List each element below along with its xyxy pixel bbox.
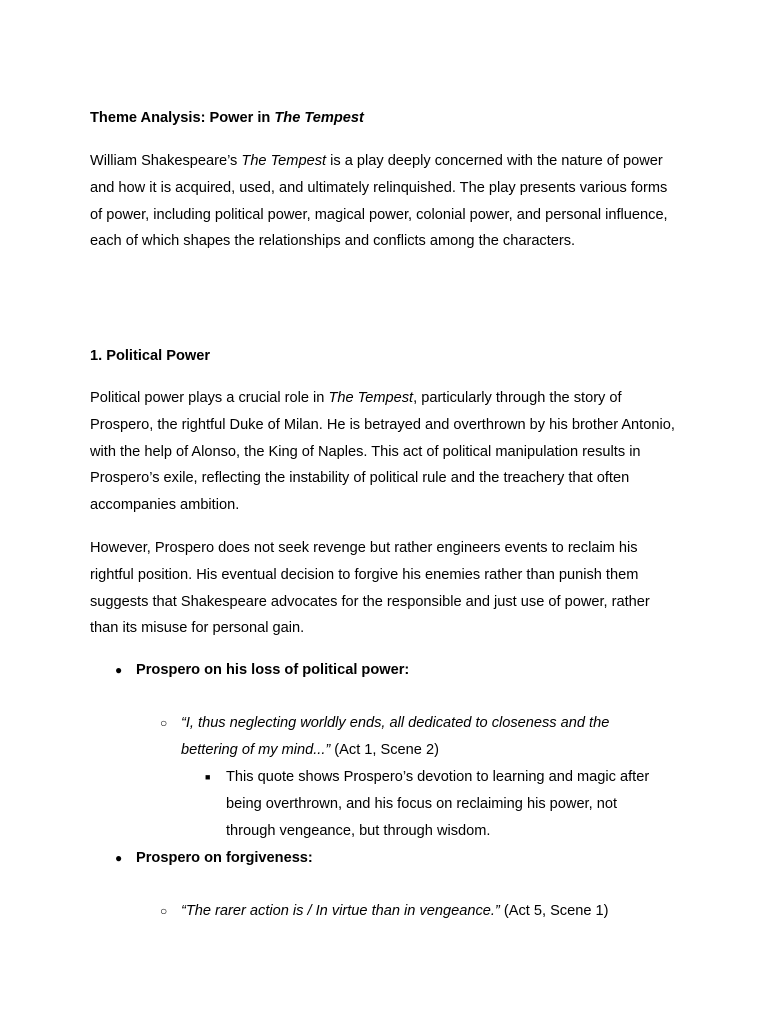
intro-text-italic: The Tempest <box>241 153 327 169</box>
list-item <box>90 898 680 925</box>
note-text: This quote shows Prospero’s devotion to learning and magic after being overthrown, and his focus on reclaiming his power, not through vengeance, but through wisdom. <box>226 769 650 839</box>
square-bullet-icon: ■ <box>205 772 211 782</box>
political-text-c: , particularly through the story of Prospero, the rightful Duke of Milan. He is betrayed and overthrown by his brother Antonio, with the help of Alonso, the King of Naples. This act of political manipulation results in Prospero’s exile, reflecting the instability of political rule and the treachery that often accompanies ambition. <box>90 390 675 514</box>
intro-text-c: is a play deeply concerned with the nature of power and how it is acquired, used, and ultimately relinquished. The play presents various forms of power, including political power, magical power, colonial power, and personal influence, each of which shapes the relationships and conflicts among the characters. <box>90 153 668 250</box>
list-item <box>90 764 680 845</box>
quote-citation: (Act 1, Scene 2) <box>330 741 439 758</box>
list-item <box>90 657 680 684</box>
political-text-italic: The Tempest <box>328 390 414 406</box>
list-item <box>90 845 680 872</box>
title-prefix: Theme Analysis: Power in <box>90 110 275 126</box>
title-italic: The Tempest <box>274 110 364 126</box>
intro-text-a: William Shakespeare’s <box>90 153 242 169</box>
bullet-text: Prospero on forgiveness: <box>136 850 313 866</box>
hollow-bullet-icon: ○ <box>160 904 168 918</box>
intro-paragraph <box>90 148 680 255</box>
bullet-text: Prospero on his loss of political power: <box>136 662 410 678</box>
filled-bullet-icon: ● <box>115 663 123 677</box>
quote-citation: (Act 5, Scene 1) <box>499 903 609 919</box>
quote-text <box>181 898 651 925</box>
quote-italic: “I, thus neglecting worldly ends, all dedicated to closeness and the bettering of my mind...” <box>181 715 610 758</box>
quote-text <box>181 710 651 764</box>
section-heading-political-power: 1. Political Power <box>90 348 211 364</box>
document-title <box>90 110 364 126</box>
political-text-a: Political power plays a crucial role in <box>90 390 329 406</box>
hollow-bullet-icon: ○ <box>160 716 168 730</box>
list-item <box>90 710 680 764</box>
filled-bullet-icon: ● <box>115 851 123 865</box>
political-paragraph-2: However, Prospero does not seek revenge but rather engineers events to reclaim his rightful position. His eventual decision to forgive his enemies rather than punish them suggests that Shakespeare advocates for the responsible and just use of power, rather than its misuse for personal gain. <box>90 540 650 637</box>
political-paragraph-1 <box>90 385 680 519</box>
quote-italic: “The rarer action is / In virtue than in vengeance.” <box>181 903 500 919</box>
